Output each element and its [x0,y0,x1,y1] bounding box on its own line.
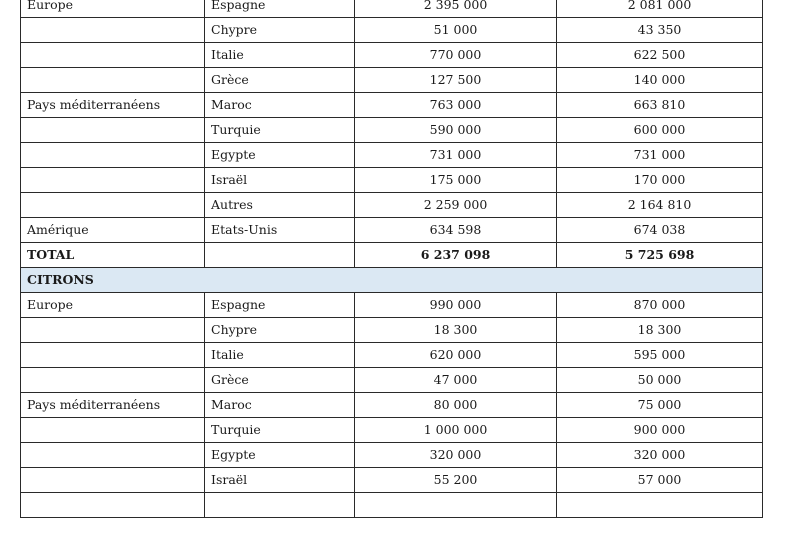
country-cell: Italie [205,343,355,368]
country-cell: Maroc [205,393,355,418]
country-cell: Egypte [205,443,355,468]
value-cell-2: 595 000 [557,343,763,368]
country-cell: Israël [205,468,355,493]
table-row [21,218,763,243]
region-cell [21,43,205,68]
value-cell-1: 2 259 000 [355,193,557,218]
value-cell-2: 18 300 [557,318,763,343]
region-cell [21,193,205,218]
value-cell-1: 47 000 [355,368,557,393]
value-cell-2: 663 810 [557,93,763,118]
value-cell-1: 1 000 000 [355,418,557,443]
region-cell [21,443,205,468]
country-cell: Maroc [205,93,355,118]
table-row [21,18,763,43]
value-cell-1: 51 000 [355,18,557,43]
value-cell-2: 2 164 810 [557,193,763,218]
value-cell-1: 80 000 [355,393,557,418]
table-row [21,343,763,368]
region-cell [21,343,205,368]
value-cell-1: 990 000 [355,293,557,318]
value-cell-1: 634 598 [355,218,557,243]
table-row [21,0,763,18]
value-cell-2: 674 038 [557,218,763,243]
total-value-1: 6 237 098 [355,243,557,268]
empty-cell [205,243,355,268]
region-cell [21,18,205,43]
table-row [21,493,763,518]
value-cell-2: 731 000 [557,143,763,168]
country-cell: Chypre [205,18,355,43]
oranges-body [21,0,763,293]
total-value-2: 5 725 698 [557,243,763,268]
region-cell [21,493,205,518]
value-cell-1: 18 300 [355,318,557,343]
section-header-row [21,268,763,293]
country-cell: Autres [205,193,355,218]
value-cell-1: 731 000 [355,143,557,168]
table-row [21,318,763,343]
value-cell-2: 900 000 [557,418,763,443]
value-cell-2 [557,493,763,518]
value-cell-1: 763 000 [355,93,557,118]
value-cell-2: 43 350 [557,18,763,43]
country-cell [205,493,355,518]
value-cell-1: 175 000 [355,168,557,193]
region-cell [21,418,205,443]
table-row [21,193,763,218]
region-cell [21,318,205,343]
country-cell: Espagne [205,0,355,18]
country-cell: Egypte [205,143,355,168]
table-row [21,368,763,393]
region-cell [21,68,205,93]
value-cell-2: 57 000 [557,468,763,493]
value-cell-1: 2 395 000 [355,0,557,18]
table-row [21,168,763,193]
region-cell: Amérique [21,218,205,243]
value-cell-1: 127 500 [355,68,557,93]
table-row [21,293,763,318]
value-cell-1: 620 000 [355,343,557,368]
table-row [21,43,763,68]
value-cell-2: 600 000 [557,118,763,143]
country-cell: Israël [205,168,355,193]
table-row [21,68,763,93]
table-row [21,143,763,168]
region-cell [21,168,205,193]
country-cell: Turquie [205,418,355,443]
value-cell-2: 622 500 [557,43,763,68]
country-cell: Grèce [205,68,355,93]
value-cell-1: 770 000 [355,43,557,68]
region-cell [21,468,205,493]
table-row [21,393,763,418]
document-page [20,0,763,518]
region-cell: Europe [21,293,205,318]
country-cell: Etats-Unis [205,218,355,243]
country-cell: Grèce [205,368,355,393]
value-cell-2: 75 000 [557,393,763,418]
table-row [21,418,763,443]
section-title: CITRONS [21,268,763,293]
total-label: TOTAL [21,243,205,268]
region-cell: Pays méditerranéens [21,393,205,418]
region-cell: Pays méditerranéens [21,93,205,118]
production-table [20,0,763,518]
value-cell-2: 870 000 [557,293,763,318]
value-cell-2: 50 000 [557,368,763,393]
value-cell-2: 2 081 000 [557,0,763,18]
table-row [21,468,763,493]
value-cell-2: 140 000 [557,68,763,93]
total-row [21,243,763,268]
table-row [21,443,763,468]
country-cell: Chypre [205,318,355,343]
value-cell-2: 320 000 [557,443,763,468]
value-cell-1 [355,493,557,518]
region-cell [21,118,205,143]
citrons-body [21,293,763,518]
table-row [21,93,763,118]
region-cell [21,143,205,168]
country-cell: Turquie [205,118,355,143]
table-row [21,118,763,143]
country-cell: Italie [205,43,355,68]
country-cell: Espagne [205,293,355,318]
region-cell: Europe [21,0,205,18]
value-cell-2: 170 000 [557,168,763,193]
value-cell-1: 55 200 [355,468,557,493]
value-cell-1: 590 000 [355,118,557,143]
region-cell [21,368,205,393]
value-cell-1: 320 000 [355,443,557,468]
